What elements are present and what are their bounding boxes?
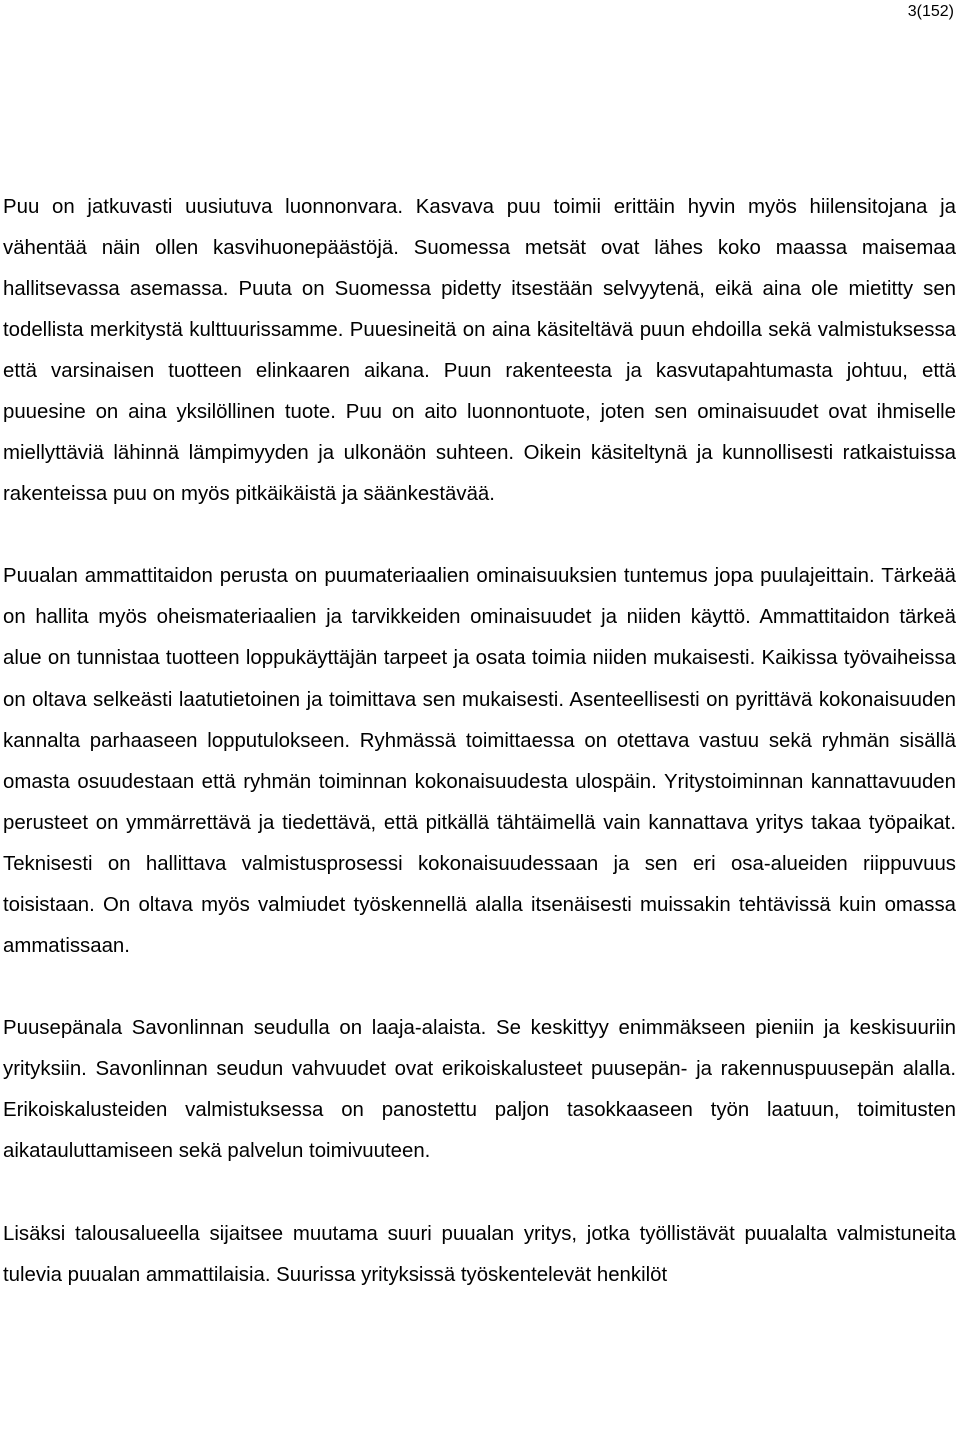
paragraph-savonlinna-carpentry: Puusepänala Savonlinnan seudulla on laaja-alaista. Se keskittyy enimmäkseen pieniin ja keskisuuriin yrityksiin. Savonlinnan seudun vahvuudet ovat erikoiskalusteet puusepän- ja rakennuspuusepän alalla. Erikoiskalusteiden valmistuksessa on panostettu paljon tasokkaaseen työn laatuun, toimitusten aikatauluttamiseen sekä palvelun toimivuuteen. bbox=[3, 1016, 956, 1162]
paragraph-woodworking-skills: Puualan ammattitaidon perusta on puumateriaalien ominaisuuksien tuntemus jopa puulajeittain. Tärkeää on hallita myös oheismateriaalien ja tarvikkeiden ominaisuudet ja niiden käyttö. Ammattitaidon tärkeä alue on tunnistaa tuotteen loppukäyttäjän tarpeet ja osata toimia niiden mukaisesti. Kaikissa työvaiheissa on oltava selkeästi laatutietoinen ja toimittava sen mukaisesti. Asenteellisesti on pyrittävä kokonaisuuden kannalta parhaaseen lopputulokseen. Ryhmässä toimittaessa on otettava vastuu sekä ryhmän sisällä omasta osuudestaan että ryhmän toiminnan kokonaisuudesta ulospäin. Yritystoiminnan kannattavuuden perusteet on ymmärrettävä ja tiedettävä, että pitkällä tähtäimellä vain kannattava yritys takaa työpaikat. Teknisesti on hallittava valmistusprosessi kokonaisuudessaan ja sen eri osa-alueiden riippuvuus toisistaan. On oltava myös valmiudet työskennellä alalla itsenäisesti muissakin tehtävissä kuin omassa ammatissaan. bbox=[3, 565, 956, 957]
paragraph-large-companies: Lisäksi talousalueella sijaitsee muutama suuri puualan yritys, jotka työllistävät puualalta valmistuneita tulevia puualan ammattilaisia. Suurissa yrityksissä työskentelevät henkilöt bbox=[3, 1223, 956, 1287]
page-number: 3(152) bbox=[907, 3, 954, 20]
paragraph-wood-as-resource: Puu on jatkuvasti uusiutuva luonnonvara. Kasvava puu toimii erittäin hyvin myös hiilensitojana ja vähentää näin ollen kasvihuonepäästöjä. Suomessa metsät ovat lähes koko maassa maisemaa hallitsevassa asemassa. Puuta on Suomessa pidetty itsestään selvyytenä, eikä aina ole mietitty sen todellista merkitystä kulttuurissamme. Puuesineitä on aina käsiteltävä puun ehdoilla sekä valmistuksessa että varsinaisen tuotteen elinkaaren aikana. Puun rakenteesta ja kasvutapahtumasta johtuu, että puuesine on aina yksilöllinen tuote. Puu on aito luonnontuote, joten sen ominaisuudet ovat ihmiselle miellyttäviä lähinnä lämpimyyden ja ulkonäön suhteen. Oikein käsiteltynä ja kunnollisesti ratkaistuissa rakenteissa puu on myös pitkäikäistä ja säänkestävää. bbox=[3, 196, 956, 506]
document-body bbox=[3, 187, 956, 1296]
